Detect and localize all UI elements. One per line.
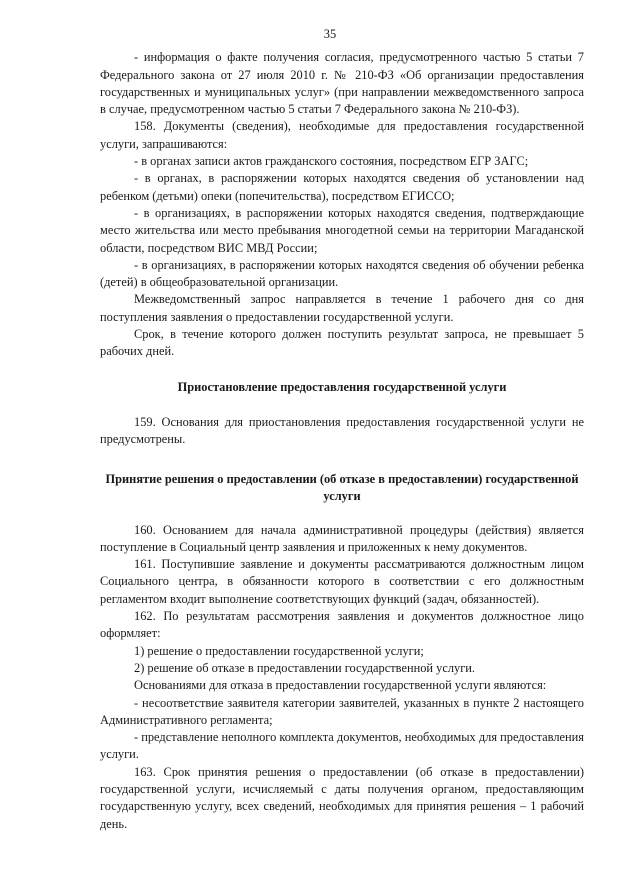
- list-item-guardianship: - в органах, в распоряжении которых находятся сведения об установлении над ребенком (детьми) опеки (попечительства), посредством ЕГИССО;: [100, 171, 584, 203]
- list-item-zags: - в органах записи актов гражданского состояния, посредством ЕГР ЗАГС;: [134, 154, 529, 169]
- paragraph-161: 161. Поступившие заявление и документы рассматриваются должностным лицом Социального центра, в обязанности которого в соответствии с его должностным регламентом входит выполнение соответствующих функций (задач, обязанностей).: [100, 557, 584, 606]
- paragraph-refusal-grounds: Основаниями для отказа в предоставлении государственной услуги являются:: [134, 678, 547, 693]
- list-item-incomplete-docs: - представление неполного комплекта документов, необходимых для предоставления услуги.: [100, 730, 584, 762]
- paragraph-request-term: Межведомственный запрос направляется в течение 1 рабочего дня со дня поступления заявления о предоставлении государственной услуги.: [100, 292, 584, 324]
- section-heading-decision: Принятие решения о предоставлении (об отказе в предоставлении) государственной услуги: [105, 471, 579, 503]
- paragraph-163: 163. Срок принятия решения о предоставлении (об отказе в предоставлении) государственной услуги, исчисляемый с даты получения органом, предоставляющим государственную услугу, всех сведений, необходимых для принятия решения – 1 рабочий день.: [100, 764, 584, 831]
- list-item-category-mismatch: - несоответствие заявителя категории заявителей, указанных в пункте 2 настоящего Административного регламента;: [100, 695, 584, 727]
- document-page: [100, 26, 584, 833]
- paragraph-160: 160. Основанием для начала административной процедуры (действия) является поступление в Социальный центр заявления и приложенных к нему документов.: [100, 522, 584, 554]
- list-item-decision-refuse: 2) решение об отказе в предоставлении государственной услуги.: [134, 660, 476, 675]
- list-item-education: - в организациях, в распоряжении которых находятся сведения об обучении ребенка (детей) в общеобразовательной организации.: [100, 257, 584, 290]
- paragraph-159: 159. Основания для приостановления предоставления государственной услуги не предусмотрены.: [100, 414, 584, 447]
- section-heading-suspension: Приостановление предоставления государственной услуги: [177, 379, 507, 394]
- paragraph-result-term: Срок, в течение которого должен поступить результат запроса, не превышает 5 рабочих дней.: [100, 327, 584, 359]
- paragraph-162: 162. По результатам рассмотрения заявления и документов должностное лицо оформляет:: [100, 609, 584, 641]
- list-item-residence: - в организациях, в распоряжении которых находятся сведения, подтверждающие место жительства или место пребывания многодетной семьи на территории Магаданской области, посредством ВИС МВД России;: [100, 205, 584, 255]
- paragraph-158: 158. Документы (сведения), необходимые для предоставления государственной услуги, запрашиваются:: [100, 119, 584, 151]
- list-item-decision-grant: 1) решение о предоставлении государственной услуги;: [134, 643, 424, 658]
- paragraph-consent-info: - информация о факте получения согласия, предусмотренного частью 5 статьи 7 Федерального закона от 27 июля 2010 г. № 210-ФЗ «Об организации предоставления государственных и муниципальных услуг» (при направлении межведомственного запроса в случае, предусмотренном частью 5 статьи 7 Федерального закона № 210-ФЗ).: [100, 50, 584, 117]
- page-number: 35: [323, 27, 337, 41]
